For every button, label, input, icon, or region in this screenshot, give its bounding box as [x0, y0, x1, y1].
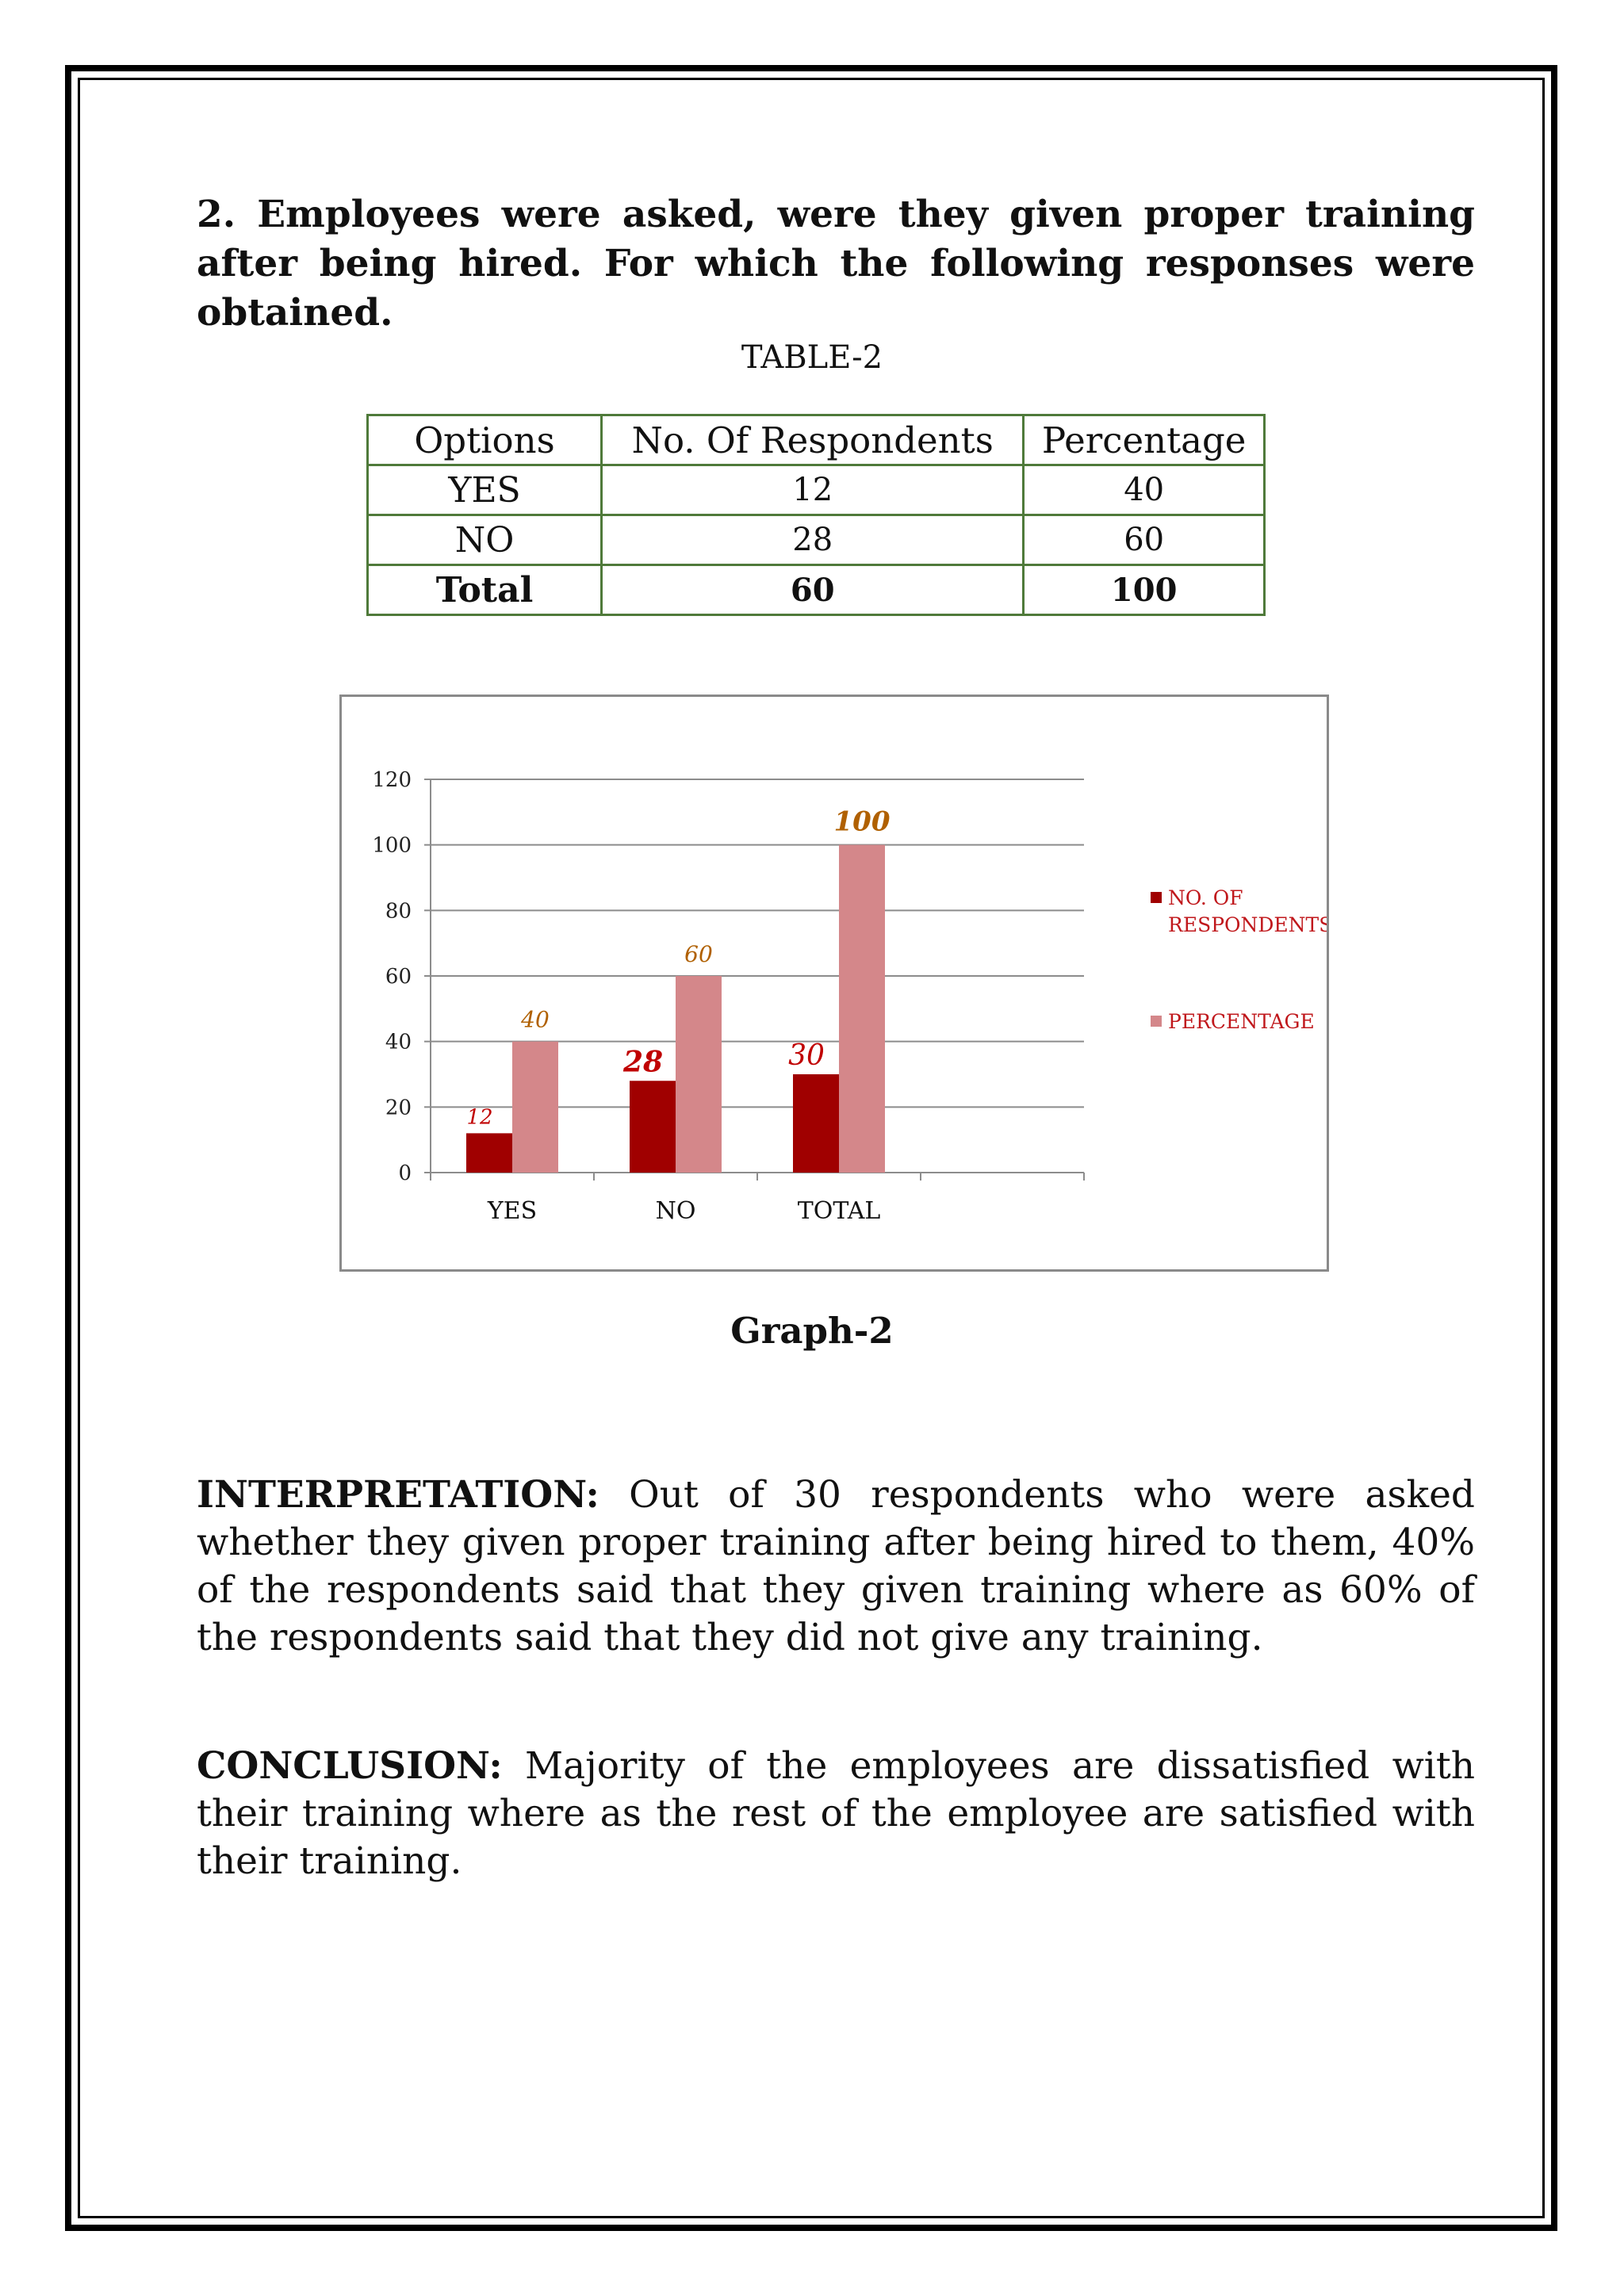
x-tick-label: YES: [487, 1197, 538, 1225]
interpretation-label: INTERPRETATION:: [197, 1473, 599, 1517]
y-tick-label: 60: [385, 965, 412, 989]
y-tick-label: 120: [372, 768, 412, 792]
table-header-row: [368, 415, 1265, 465]
conclusion-label: CONCLUSION:: [197, 1744, 503, 1788]
question-heading: 2. Employees were asked, were they given proper training after being hired. For which the following responses were obtained.: [197, 193, 1475, 335]
y-tick-label: 80: [385, 899, 412, 924]
bar: [512, 1042, 558, 1173]
conclusion-paragraph: [197, 1743, 1475, 1885]
header-percentage: Percentage: [1024, 415, 1265, 465]
y-tick-label: 0: [398, 1161, 412, 1185]
data-label: 100: [833, 806, 891, 838]
legend-label: NO. OF: [1168, 886, 1243, 909]
responses-table: [366, 414, 1266, 616]
table-row: [368, 465, 1265, 515]
graph-caption: Graph-2: [730, 1310, 894, 1352]
legend-label: PERCENTAGE: [1168, 1010, 1315, 1033]
table-cell: YES: [368, 465, 602, 515]
bar: [793, 1074, 839, 1173]
legend-swatch: [1151, 1016, 1162, 1027]
bar-chart: [342, 697, 1327, 1269]
header-respondents: No. Of Respondents: [602, 415, 1024, 465]
table-cell: 28: [602, 515, 1024, 565]
table-cell: 60: [1024, 515, 1265, 565]
data-label: 60: [684, 941, 713, 967]
y-tick-label: 100: [372, 833, 412, 858]
interpretation-paragraph: [197, 1471, 1475, 1662]
interpretation-text: Out of 30 respondents who were asked whether they given proper training after being hired to them, 40% of the respondents said that they given training where as 60% of the respondents said that they did not give any training.: [197, 1473, 1475, 1659]
table-cell: 40: [1024, 465, 1265, 515]
table-cell: 100: [1024, 565, 1265, 615]
chart-frame: [339, 695, 1329, 1272]
table-caption: TABLE-2: [741, 339, 883, 376]
legend-label: RESPONDENTS: [1168, 913, 1327, 936]
data-label: 30: [788, 1039, 825, 1072]
legend-swatch: [1151, 892, 1162, 903]
table-cell: 12: [602, 465, 1024, 515]
bar: [839, 845, 885, 1173]
data-label: 12: [466, 1105, 493, 1130]
x-tick-label: TOTAL: [797, 1197, 881, 1225]
table-row: [368, 565, 1265, 615]
bar: [676, 976, 722, 1173]
y-tick-label: 40: [385, 1030, 412, 1054]
conclusion-text: Majority of the employees are dissatisfied with their training where as the rest of the employee are satisfied with their training.: [197, 1744, 1475, 1883]
table-cell: NO: [368, 515, 602, 565]
data-label: 40: [521, 1006, 550, 1033]
y-tick-label: 20: [385, 1096, 412, 1120]
bar: [466, 1133, 512, 1173]
table-row: [368, 515, 1265, 565]
bar: [630, 1081, 676, 1173]
table-cell: Total: [368, 565, 602, 615]
header-options: Options: [368, 415, 602, 465]
table-cell: 60: [602, 565, 1024, 615]
data-label: 28: [622, 1045, 664, 1079]
x-tick-label: NO: [655, 1197, 696, 1225]
